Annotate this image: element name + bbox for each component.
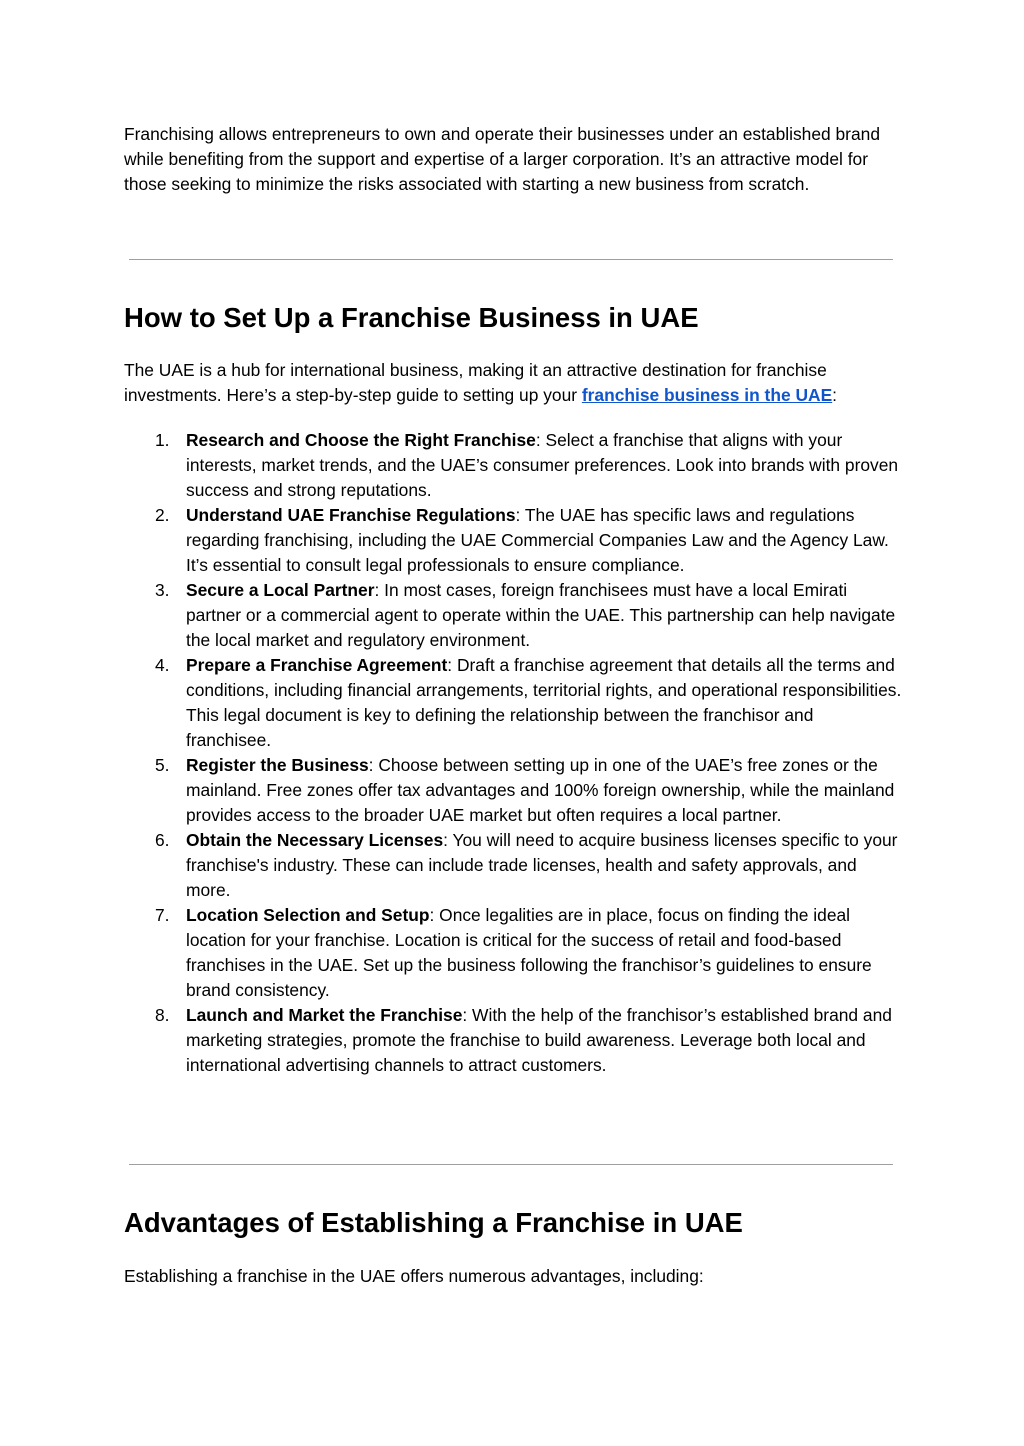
step-number: 1. [155,430,170,450]
horizontal-divider [129,1164,893,1165]
step-title: Location Selection and Setup [186,905,430,925]
step-title: Prepare a Franchise Agreement [186,655,448,675]
list-item [0,653,902,753]
lead-text: The UAE is a hub for international business, making it an attractive destination for franchise investments. Here’s a step-by-step guide to setting up your [124,360,827,405]
step-title: Register the Business [186,755,369,775]
step-number: 7. [155,905,170,925]
step-text: : Draft a franchise agreement that details all the terms and conditions, including financial arrangements, territorial rights, and operational responsibilities. This legal document is key to defining the relationship between the franchisor and franchisee. [186,655,902,750]
step-text: : With the help of the franchisor’s established brand and marketing strategies, promote the franchise to build awareness. Leverage both local and international advertising channels to attract customers. [186,1005,892,1075]
list-item [0,1003,902,1078]
franchise-business-link[interactable]: franchise business in the UAE [581,385,833,405]
step-number: 8. [155,1005,170,1025]
step-number: 6. [155,830,170,850]
step-text: : In most cases, foreign franchisees must have a local Emirati partner or a commercial agent to operate within the UAE. This partnership can help navigate the local market and regulatory environment. [186,580,896,650]
advantages-lead-paragraph: Establishing a franchise in the UAE offers numerous advantages, including: [124,1266,704,1286]
step-number: 2. [155,505,170,525]
step-text: : You will need to acquire business licenses specific to your franchise's industry. These can include trade licenses, health and safety approvals, and more. [186,830,898,900]
step-title: Research and Choose the Right Franchise [186,430,536,450]
step-title: Obtain the Necessary Licenses [186,830,444,850]
step-text: : The UAE has specific laws and regulations regarding franchising, including the UAE Commercial Companies Law and the Agency Law. It’s essential to consult legal professionals to ensure compliance. [186,505,889,575]
section-heading-advantages: Advantages of Establishing a Franchise in UAE [124,1207,743,1238]
step-title: Secure a Local Partner [186,580,375,600]
step-title: Launch and Market the Franchise [186,1005,463,1025]
list-item [0,828,902,903]
step-number: 3. [155,580,170,600]
step-number: 4. [155,655,170,675]
section-heading-setup: How to Set Up a Franchise Business in UAE [124,302,699,333]
intro-paragraph: Franchising allows entrepreneurs to own and operate their businesses under an established brand while benefiting from the support and expertise of a larger corporation. It’s an attractive model for those seeking to minimize the risks associated with starting a new business from scratch. [124,124,880,194]
list-item [0,503,902,578]
step-number: 5. [155,755,170,775]
horizontal-divider [129,259,893,260]
step-title: Understand UAE Franchise Regulations [186,505,516,525]
list-item [0,753,902,828]
step-text: : Select a franchise that aligns with your interests, market trends, and the UAE’s consumer preferences. Look into brands with proven success and strong reputations. [186,430,899,500]
step-text: : Choose between setting up in one of the UAE’s free zones or the mainland. Free zones offer tax advantages and 100% foreign ownership, while the mainland provides access to the broader UAE market but often requires a local partner. [186,755,895,825]
setup-steps-list [0,428,1024,1078]
list-item [0,578,902,653]
setup-lead-paragraph [124,358,904,408]
step-text: : Once legalities are in place, focus on finding the ideal location for your franchise. Location is critical for the success of retail and food-based franchises in the UAE. Set up the business following the franchisor’s guidelines to ensure brand consistency. [186,905,872,1000]
list-item [0,428,902,503]
list-item [0,903,902,1003]
lead-text-end: : [832,385,838,405]
